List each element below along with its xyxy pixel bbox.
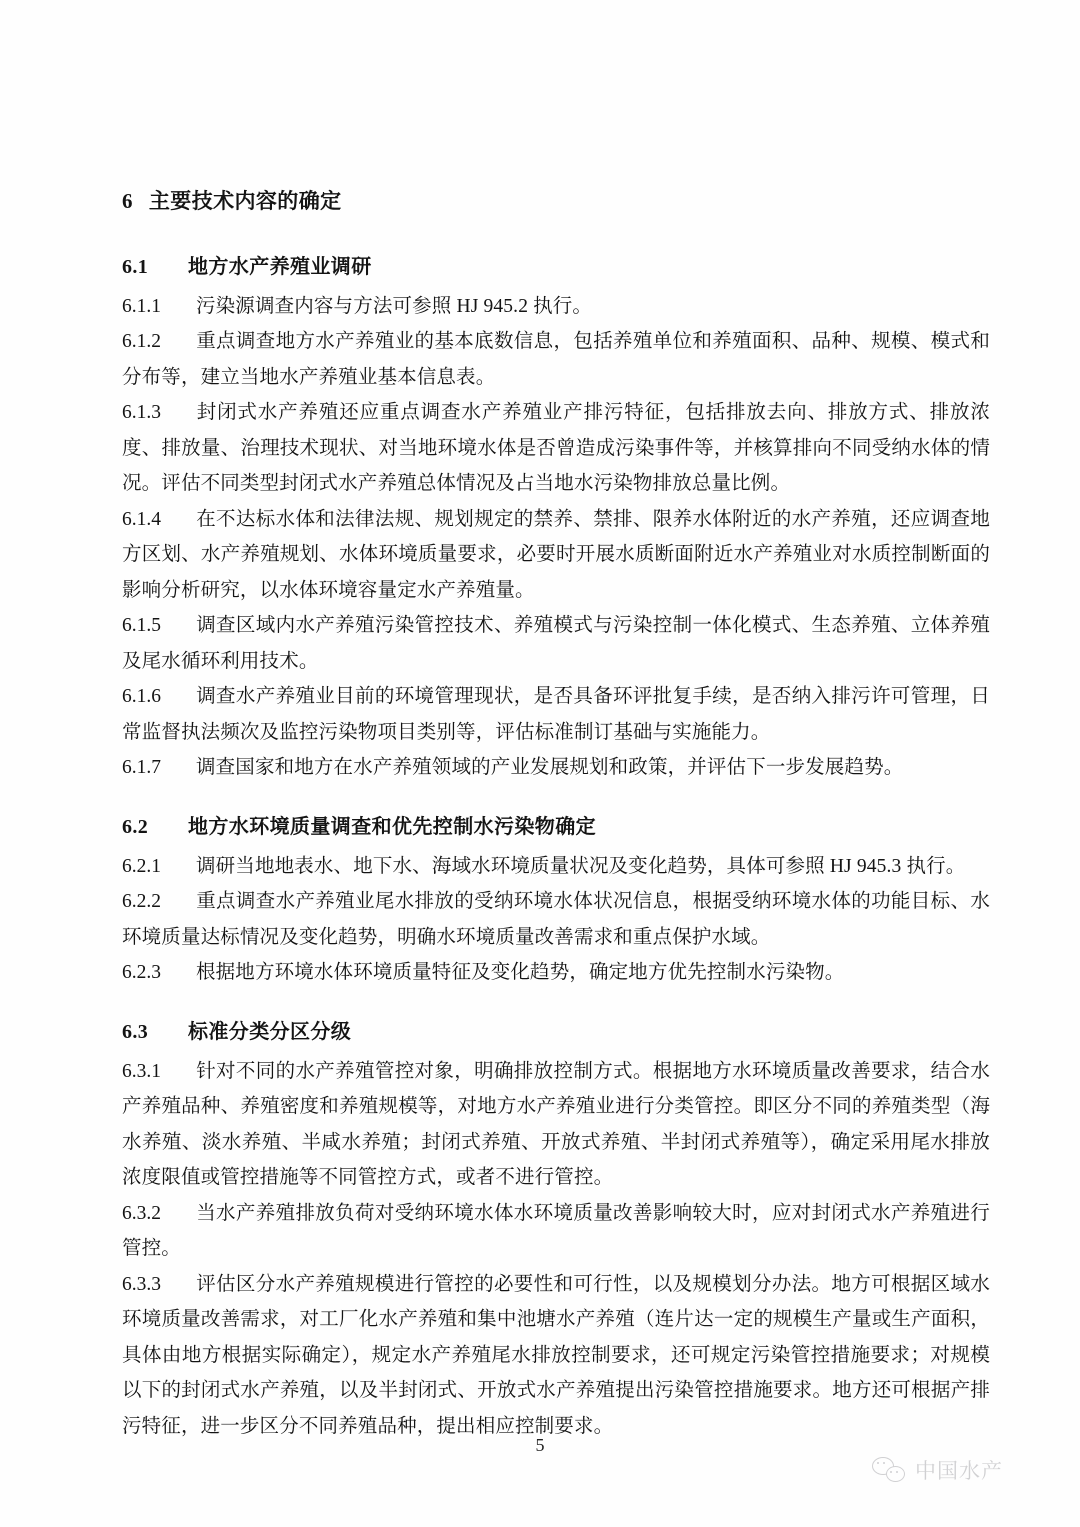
clause-text: 评估区分水产养殖规模进行管控的必要性和可行性，以及规模划分办法。地方可根据区域水环境质量改善需求，对工厂化水产养殖和集中池塘水产养殖（连片达一定的规模生产量或生产面积，具体由地方根据实际确定），规定水产养殖尾水排放控制要求，还可规定污染管控措施要求；对规模以下的封闭式水产养殖，以及半封闭式、开放式水产养殖提出污染管控措施要求。地方还可根据产排污特征，进一步区分不同养殖品种，提出相应控制要求。 <box>122 1273 990 1437</box>
subsection-title: 地方水产养殖业调研 <box>188 255 372 278</box>
clause-number: 6.2.1 <box>122 855 161 877</box>
clause-text: 调查国家和地方在水产养殖领域的产业发展规划和政策，并评估下一步发展趋势。 <box>196 757 904 778</box>
clause-6-2-1 <box>122 849 990 885</box>
clause-text: 调查区域内水产养殖污染管控技术、养殖模式与污染控制一体化模式、生态养殖、立体养殖及尾水循环利用技术。 <box>122 615 990 672</box>
watermark <box>872 1455 1003 1485</box>
clause-text: 重点调查水产养殖业尾水排放的受纳环境水体状况信息，根据受纳环境水体的功能目标、水环境质量达标情况及变化趋势，明确水环境质量改善需求和重点保护水域。 <box>122 891 990 948</box>
clause-number: 6.1.4 <box>122 508 161 530</box>
clause-number: 6.3.1 <box>122 1060 161 1082</box>
section-number: 6 <box>122 189 133 213</box>
watermark-label: 中国水产 <box>915 1460 1003 1483</box>
clause-text: 根据地方环境水体环境质量特征及变化趋势，确定地方优先控制水污染物。 <box>196 962 845 983</box>
clause-text: 针对不同的水产养殖管控对象，明确排放控制方式。根据地方水环境质量改善要求，结合水产养殖品种、养殖密度和养殖规模等，对地方水产养殖业进行分类管控。即区分不同的养殖类型（海水养殖、淡水养殖、半咸水养殖；封闭式养殖、开放式养殖、半封闭式养殖等），确定采用尾水排放浓度限值或管控措施等不同管控方式，或者不进行管控。 <box>122 1060 990 1188</box>
clause-number: 6.1.5 <box>122 615 161 636</box>
subsection-number: 6.2 <box>122 815 149 838</box>
clause-number: 6.3.2 <box>122 1202 161 1224</box>
clause-6-3-2 <box>122 1196 990 1267</box>
clause-6-1-6 <box>122 679 990 750</box>
subsection-title: 标准分类分区分级 <box>188 1020 352 1043</box>
page-content <box>122 186 990 1444</box>
clause-6-2-2 <box>122 884 990 955</box>
clause-text: 封闭式水产养殖还应重点调查水产养殖业产排污特征，包括排放去向、排放方式、排放浓度、排放量、治理技术现状、对当地环境水体是否曾造成污染事件等，并核算排向不同受纳水体的情况。评估不同类型封闭式水产养殖总体情况及占当地水污染物排放总量比例。 <box>122 402 990 494</box>
clause-number: 6.1.7 <box>122 757 161 778</box>
clause-6-1-4 <box>122 502 990 609</box>
subsection-heading-6-2 <box>122 812 990 842</box>
section-title: 主要技术内容的确定 <box>148 189 342 213</box>
page-number: 5 <box>535 1435 545 1455</box>
clause-number: 6.2.2 <box>122 891 161 912</box>
subsection-number: 6.3 <box>122 1020 149 1043</box>
clause-number: 6.1.2 <box>122 331 161 352</box>
clause-number: 6.1.3 <box>122 402 161 423</box>
clause-number: 6.2.3 <box>122 962 161 983</box>
clause-number: 6.3.3 <box>122 1273 161 1295</box>
clause-6-1-7 <box>122 750 990 786</box>
clause-text: 在不达标水体和法律法规、规划规定的禁养、禁排、限养水体附近的水产养殖，还应调查地方区划、水产养殖规划、水体环境质量要求，必要时开展水质断面附近水产养殖业对水质控制断面的影响分析研究，以水体环境容量定水产养殖量。 <box>122 508 990 601</box>
clause-6-3-1 <box>122 1054 990 1196</box>
subsection-heading-6-1 <box>122 252 990 282</box>
clause-6-3-3 <box>122 1267 990 1445</box>
subsection-number: 6.1 <box>122 255 149 278</box>
section-spacer <box>122 786 990 812</box>
clause-text: 当水产养殖排放负荷对受纳环境水体水环境质量改善影响较大时，应对封闭式水产养殖进行管控。 <box>122 1202 990 1259</box>
clause-text: 调研当地地表水、地下水、海域水环境质量状况及变化趋势，具体可参照 HJ 945.3 执行。 <box>196 855 966 877</box>
clause-6-1-1 <box>122 289 990 325</box>
clause-text: 调查水产养殖业目前的环境管理现状，是否具备环评批复手续，是否纳入排污许可管理，日常监督执法频次及监控污染物项目类别等，评估标准制订基础与实施能力。 <box>122 686 990 743</box>
clause-6-1-3 <box>122 395 990 502</box>
clause-6-2-3 <box>122 955 990 991</box>
clause-text: 重点调查地方水产养殖业的基本底数信息，包括养殖单位和养殖面积、品种、规模、模式和分布等，建立当地水产养殖业基本信息表。 <box>122 331 990 388</box>
clause-text: 污染源调查内容与方法可参照 HJ 945.2 执行。 <box>196 295 593 317</box>
wechat-logo-icon <box>872 1456 906 1484</box>
section-spacer <box>122 991 990 1017</box>
clause-6-1-2 <box>122 324 990 395</box>
subsection-title: 地方水环境质量调查和优先控制水污染物确定 <box>188 815 596 838</box>
subsection-heading-6-3 <box>122 1017 990 1047</box>
section-heading-6 <box>122 186 990 218</box>
clause-number: 6.1.1 <box>122 295 161 317</box>
clause-number: 6.1.6 <box>122 686 161 707</box>
clause-6-1-5 <box>122 608 990 679</box>
